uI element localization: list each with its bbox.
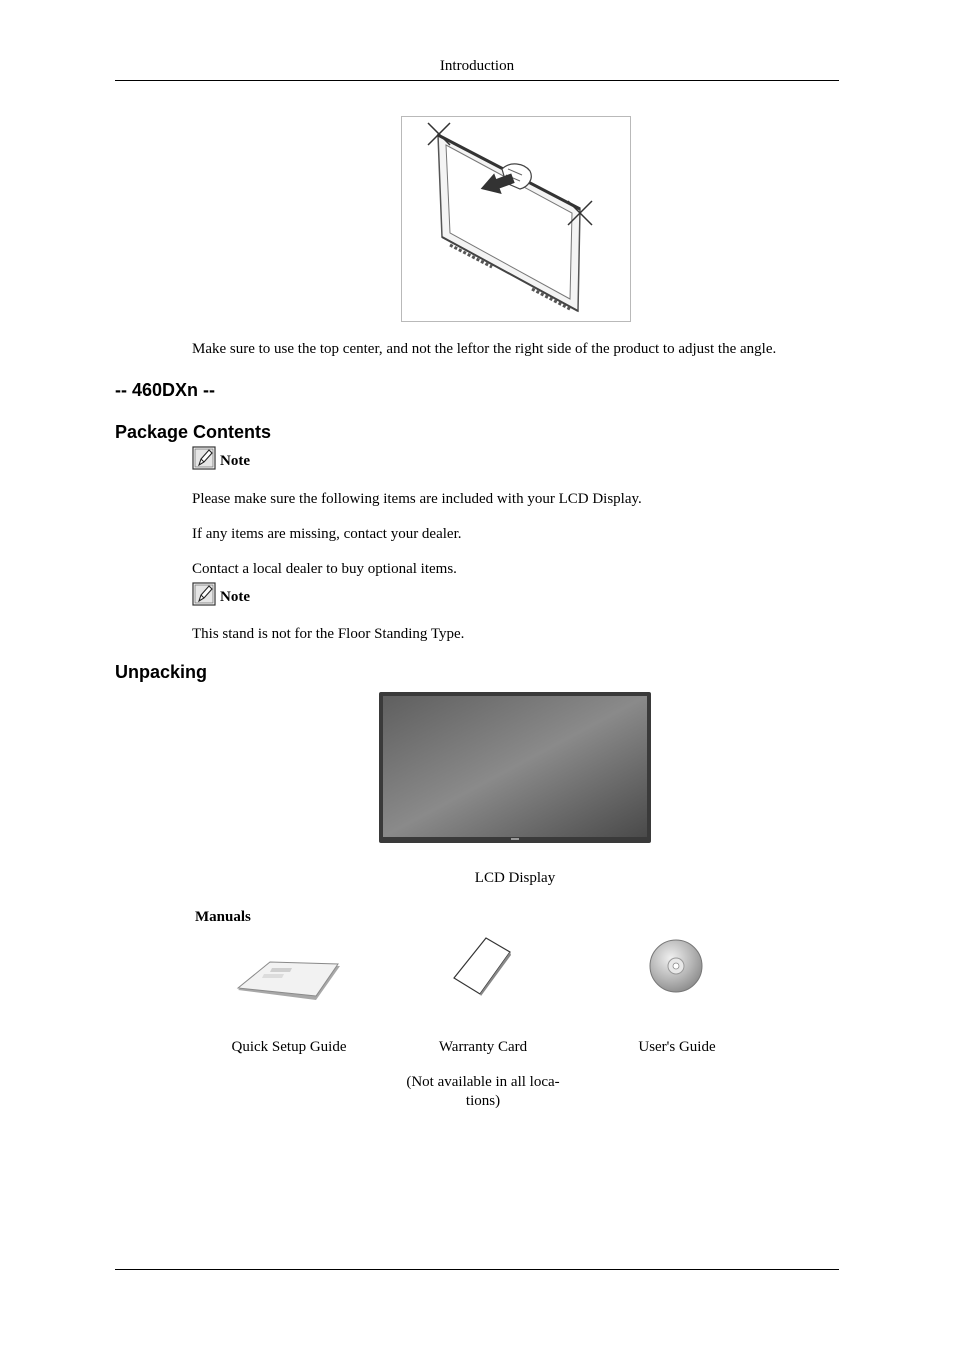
header-rule	[115, 80, 839, 81]
note-pencil-icon	[192, 446, 216, 470]
warranty-card-image	[450, 936, 514, 996]
warranty-card-note-line-2: tions)	[465, 1093, 501, 1109]
users-guide-image	[648, 938, 704, 994]
note-label: Note	[220, 453, 250, 469]
package-line-1: Please make sure the following items are included with your LCD Display.	[192, 491, 642, 507]
warranty-card-label: Warranty Card	[438, 1039, 528, 1055]
note-pencil-icon	[192, 582, 216, 606]
model-heading: -- 460DXn --	[115, 380, 216, 400]
footer-rule	[115, 1269, 839, 1270]
package-line-2: If any items are missing, contact your dealer.	[192, 526, 462, 542]
package-contents-heading: Package Contents	[115, 422, 272, 442]
users-guide-label: User's Guide	[638, 1039, 716, 1055]
note-block-2	[192, 582, 250, 606]
cd-icon	[648, 938, 704, 994]
unpacking-heading: Unpacking	[115, 662, 208, 682]
page-header-title: Introduction	[439, 58, 515, 74]
figure-caption: Make sure to use the top center, and not the leftor the right side of the product to adjust the angle.	[192, 341, 777, 357]
lcd-display-label: LCD Display	[474, 870, 556, 886]
booklet-icon	[236, 960, 342, 1004]
angle-adjust-illustration	[401, 116, 631, 322]
manuals-label: Manuals	[195, 909, 251, 925]
package-line-3: Contact a local dealer to buy optional items.	[192, 561, 457, 577]
display-tilt-drawing	[402, 117, 630, 321]
lcd-display-image	[379, 692, 651, 843]
note-block-1	[192, 446, 250, 470]
note-label: Note	[220, 589, 250, 605]
quick-setup-guide-image	[236, 960, 342, 1004]
card-icon	[450, 936, 514, 996]
lcd-display-icon	[379, 692, 651, 843]
warranty-card-note-line-1: (Not available in all loca-	[406, 1074, 560, 1090]
package-line-4: This stand is not for the Floor Standing Type.	[192, 626, 465, 642]
quick-setup-guide-label: Quick Setup Guide	[231, 1039, 347, 1055]
